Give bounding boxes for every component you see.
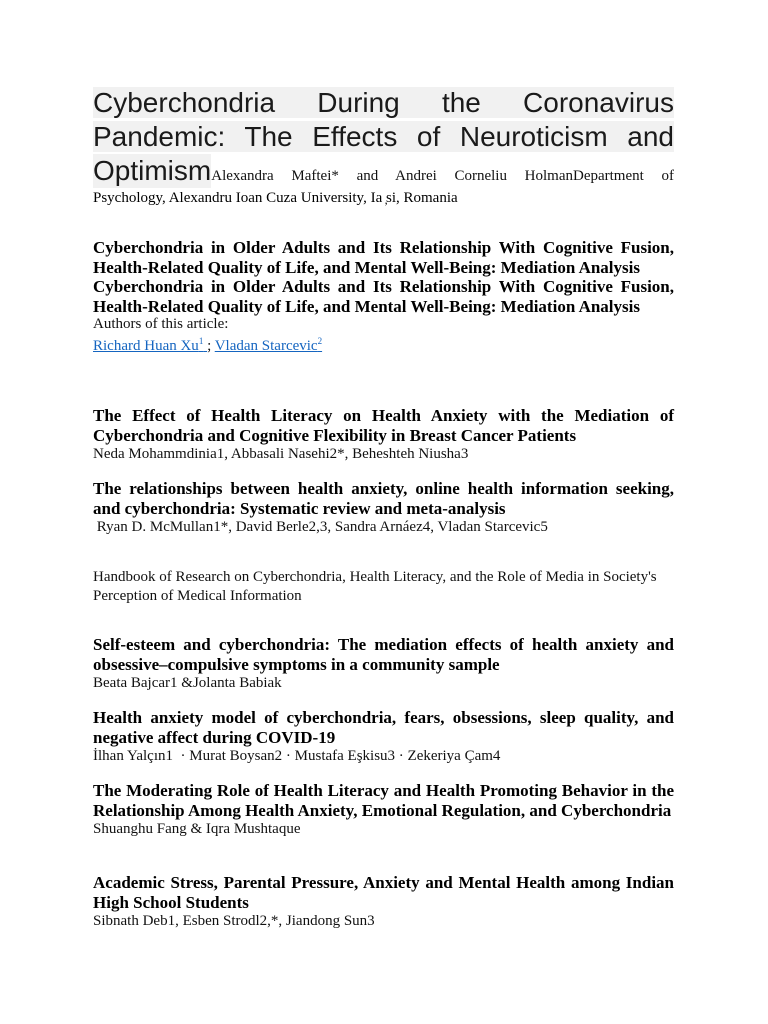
list-item [93,479,674,536]
author-link-2[interactable]: Vladan Starcevic$^2$ [214,336,323,354]
entry-authors: Beata Bajcar1 &Jolanta Babiak [93,675,282,691]
entry-title: Cyberchondria in Older Adults and Its Relationship With Cognitive Fusion, Health-Related Quality of Life, and Mental Well-Being: Mediation Analysis [93,238,674,277]
authors-label: Authors of this article: [93,316,229,332]
page-title-line-1: Cyberchondria During the Coronavirus [93,87,674,118]
entry-title: Self-esteem and cyberchondria: The mediation effects of health anxiety and obsessive–compulsive symptoms in a community sample [93,635,674,674]
author-separator: ; [207,338,212,354]
author-link-1[interactable]: Richard Huan Xu$^1$ [93,336,204,354]
list-item [93,873,674,930]
page-title-line-3: Optimism [93,155,212,186]
list-item [93,781,674,838]
entry-title: Academic Stress, Parental Pressure, Anxiety and Mental Health among Indian High School Students [93,873,674,912]
list-item [93,635,674,692]
list-item [93,708,674,765]
entry-authors: Sibnath Deb1, Esben Strodl2,*, Jiandong Sun3 [93,913,375,929]
main-article-affiliation: Psychology, Alexandru Ioan Cuza University, Ia ̦si, Romania [93,190,458,206]
entry-title: Health anxiety model of cyberchondria, fears, obsessions, sleep quality, and negative affect during COVID-19 [93,708,674,747]
main-article-header [93,86,674,208]
entry-authors: İlhan Yalçın1 · Murat Boysan2 · Mustafa Eşkisu3 · Zekeriya Çam4 [93,748,501,764]
list-item [93,568,674,606]
list-item [93,238,674,355]
entry-authors: Neda Mohammdinia1, Abbasali Nasehi2*, Beheshteh Niusha3 [93,446,469,462]
list-item [93,406,674,463]
entry-title: The Effect of Health Literacy on Health Anxiety with the Mediation of Cyberchondria and Cognitive Flexibility in Breast Cancer Patients [93,406,674,445]
page-title-line-2: Pandemic: The Effects of Neuroticism and [93,121,674,152]
entry-title-repeat: Cyberchondria in Older Adults and Its Relationship With Cognitive Fusion, Health-Related Quality of Life, and Mental Well-Being: Mediation Analysis [93,277,674,316]
main-article-authors: Alexandra Maftei* and Andrei Corneliu HolmanDepartment of [211,168,674,184]
handbook-reference: Handbook of Research on Cyberchondria, Health Literacy, and the Role of Media in Society's Perception of Medical Information [93,569,657,604]
entry-title: The Moderating Role of Health Literacy and Health Promoting Behavior in the Relationship Among Health Anxiety, Emotional Regulation, and Cyberchondria [93,781,674,820]
entry-title: The relationships between health anxiety, online health information seeking, and cyberchondria: Systematic review and meta-analysis [93,479,674,518]
entry-authors: Ryan D. McMullan1*, David Berle2,3, Sandra Arnáez4, Vladan Starcevic5 [93,519,548,535]
entry-authors: Shuanghu Fang & Iqra Mushtaque [93,821,301,837]
